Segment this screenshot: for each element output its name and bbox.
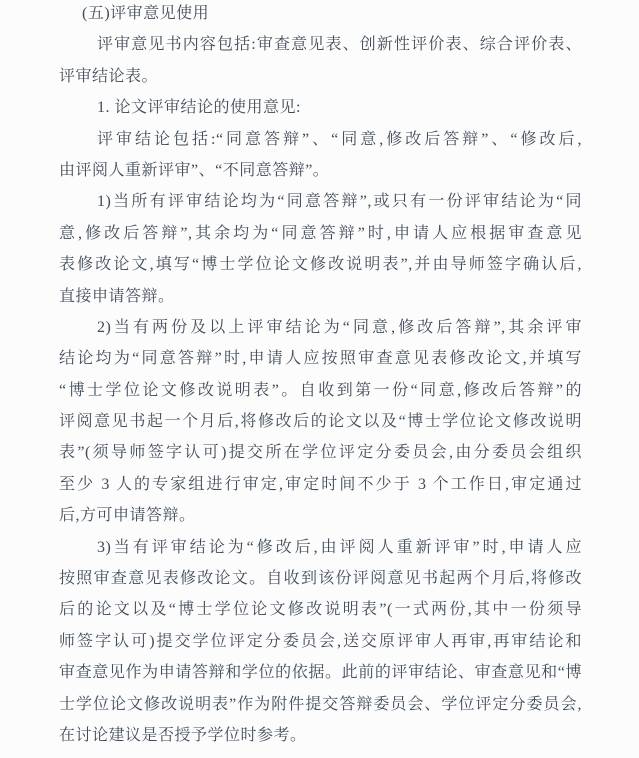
document-line: 在讨论建议是否授予学位时参考。	[59, 726, 307, 744]
document-line: 3)当有评审结论为“修改后,由评阅人重新评审”时,申请人应	[97, 538, 582, 556]
document-line: 士学位论文修改说明表”作为附件提交答辩委员会、学位评定分委员会,	[59, 695, 582, 713]
document-line: 至少 3 人的专家组进行审定,审定时间不少于 3 个工作日,审定通过	[59, 475, 582, 493]
document-line: 师签字认可)提交学位评定分委员会,送交原评审人再审,再审结论和	[59, 632, 582, 650]
document-line: 结论均为“同意答辩”时,申请人应按照审查意见表修改论文,并填写	[59, 350, 582, 368]
document-line: 2)当有两份及以上评审结论为“同意,修改后答辩”,其余评审	[97, 318, 582, 336]
document-line: 审查意见作为申请答辩和学位的依据。此前的评审结论、审查意见和“博	[59, 664, 582, 682]
document-line: “博士学位论文修改说明表”。自收到第一份“同意,修改后答辩”的	[59, 381, 582, 399]
document-line: 1)当所有评审结论均为“同意答辩”,或只有一份评审结论为“同	[97, 193, 582, 211]
document-line: 评审意见书内容包括:审查意见表、创新性评价表、综合评价表、	[97, 36, 582, 54]
document-line: 由评阅人重新评审”、“不同意答辩”。	[59, 161, 330, 179]
document-line: 评审结论表。	[59, 67, 159, 85]
document-line: 意,修改后答辩”,其余均为“同意答辩”时,申请人应根据审查意见	[59, 224, 582, 242]
document-line: 表修改论文,填写“博士学位论文修改说明表”,并由导师签字确认后,	[59, 256, 582, 274]
document-line: 后,方可申请答辩。	[59, 507, 196, 525]
document-line: 1. 论文评审结论的使用意见:	[97, 99, 301, 117]
document-line: 表”(须导师签字认可)提交所在学位评定分委员会,由分委员会组织	[59, 444, 582, 462]
document-line: 直接申请答辩。	[59, 287, 175, 305]
document-line: 按照审查意见表修改论文。自收到该份评阅意见书起两个月后,将修改	[59, 570, 582, 588]
document-text	[59, 0, 582, 751]
document-line: 评阅意见书起一个月后,将修改后的论文以及“博士学位论文修改说明	[59, 413, 582, 431]
section-heading: (五)评审意见使用	[82, 5, 210, 22]
document-line: 后的论文以及“博士学位论文修改说明表”(一式两份,其中一份须导	[59, 601, 582, 619]
document-line: 评审结论包括:“同意答辩”、“同意,修改后答辩”、“修改后,	[97, 130, 582, 148]
